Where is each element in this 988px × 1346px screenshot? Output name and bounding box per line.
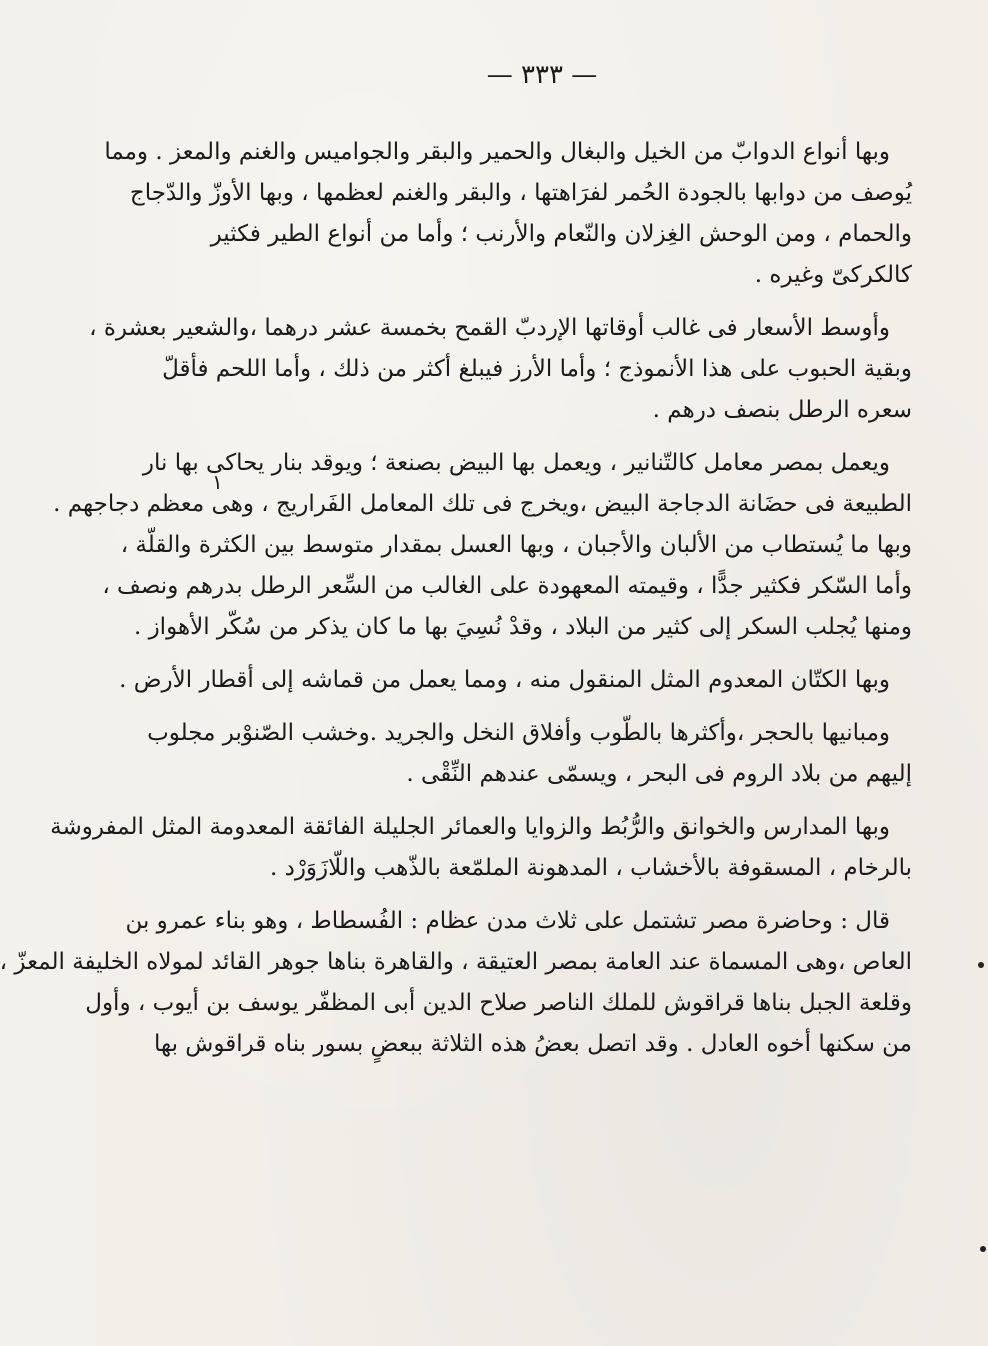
paragraph-prices <box>89 308 912 431</box>
paragraph-linen <box>119 660 912 701</box>
body-text <box>0 132 912 1077</box>
paragraph-schools <box>50 807 912 889</box>
paragraph-animals <box>104 132 912 296</box>
paragraph-capital <box>0 901 912 1065</box>
text-line: الطبيعة فى حضَانة الدجاجة البيض ،ويخرج فى تلك المعامل الفَراريج ، وهى معظم دجاجهم . <box>53 491 912 517</box>
text-line: ومنها يُجلب السكر إلى كثير من البلاد ، وقدْ نُسِيَ بها ما كان يذكر من سُكّر الأهواز . <box>133 614 912 640</box>
text-line: وبها المدارس والخوانق والرُّبُط والزوايا والعمائر الجليلة الفائقة المعدومة المثل المفروشة <box>50 814 890 840</box>
text-line: وأما السّكر فكثير جدًّا ، وقيمته المعهودة على الغالب من السِّعر الرطل بدرهم ونصف ، <box>102 573 912 599</box>
text-line: والحمام ، ومن الوحش الغِزلان والنّعام والأرنب ؛ وأما من أنواع الطير فكثير <box>210 221 912 247</box>
margin-dot <box>978 962 984 968</box>
text-line: كالكركىّ وغيره . <box>754 262 912 288</box>
page-number: — ٣٣٣ — <box>486 60 598 90</box>
text-line: ويعمل بمصر معامل كالتّنانير ، ويعمل بها البيض بصنعة ؛ ويوقد بنار يحاكى بها نار <box>142 450 890 476</box>
text-line: وبها الكتّان المعدوم المثل المنقول منه ، ومما يعمل من قماشه إلى أقطار الأرض . <box>119 667 890 693</box>
text-line: قال : وحاضرة مصر تشتمل على ثلاث مدن عظام : الفُسطاط ، وهو بناء عمرو بن <box>125 908 890 934</box>
text-line: إليهم من بلاد الروم فى البحر ، ويسمّى عندهم النِّقْى . <box>406 761 912 787</box>
paragraph-buildings <box>147 713 912 795</box>
text-line: من سكنها أخوه العادل . وقد اتصل بعضُ هذه الثلاثة ببعضٍ بسور بناه قراقوش بها <box>153 1031 912 1057</box>
text-line: وأوسط الأسعار فى غالب أوقاتها الإردبّ القمح بخمسة عشر درهما ،والشعير بعشرة ، <box>89 315 890 341</box>
text-line: العاص ،وهى المسماة عند العامة بمصر العتيقة ، والقاهرة بناها جوهر القائد لمولاه الخليفة المعزّ ، <box>0 949 912 975</box>
text-line: وبها ما يُستطاب من الألبان والأجبان ، وبها العسل بمقدار متوسط بين الكثرة والقلّة ، <box>120 532 912 558</box>
text-line: ومبانيها بالحجر ،وأكثرها بالطّوب وأفلاق النخل والجريد .وخشب الصّنوْبر مجلوب <box>147 720 890 746</box>
footnote-marker: ١ <box>212 470 223 494</box>
text-line: وبقية الحبوب على هذا الأنموذج ؛ وأما الأرز فيبلغ أكثر من ذلك ، وأما اللحم فأقلّ <box>162 356 912 382</box>
margin-dot <box>980 1246 986 1252</box>
text-line: يُوصف من دوابها بالجودة الحُمر لفرَاهتها ، والبقر والغنم لعظمها ، وبها الأوزّ والدّجاج <box>129 180 912 206</box>
paragraph-industries <box>53 443 912 648</box>
text-line: بالرخام ، المسقوفة بالأخشاب ، المدهونة الملمّعة بالذّهب واللّازَوَرْد . <box>269 855 912 881</box>
text-line: وبها أنواع الدوابّ من الخيل والبغال والحمير والبقر والجواميس والغنم والمعز . ومما <box>104 139 890 165</box>
text-line: وقلعة الجبل بناها قراقوش للملك الناصر صلاح الدين أبى المظفّر يوسف بن أيوب ، وأول <box>85 990 912 1016</box>
text-line: سعره الرطل بنصف درهم . <box>652 397 912 423</box>
